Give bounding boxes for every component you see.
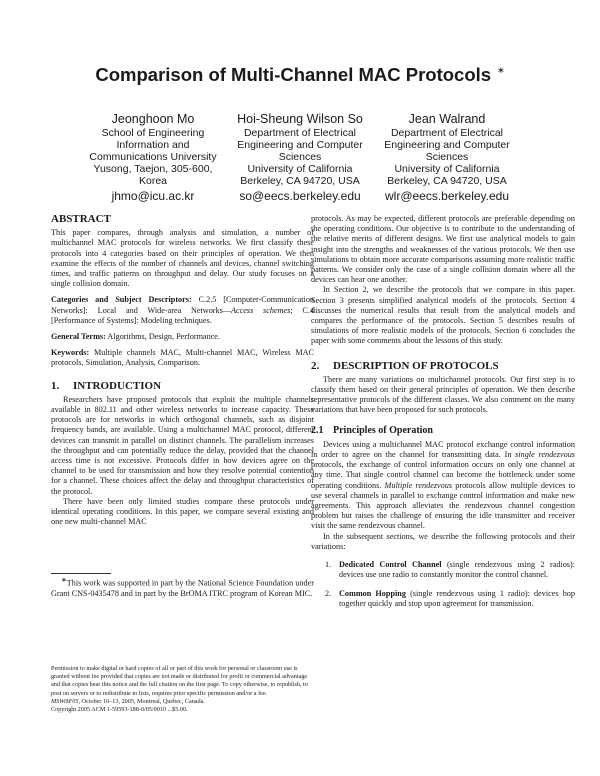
subsection-number: 2.1 xyxy=(311,424,324,436)
author-affiliation-line: Sciences xyxy=(278,151,322,163)
author-affiliation-line: Department of Electrical xyxy=(390,127,504,139)
categories-text-3: ; C.4 [Performance of Systems]: Modeling techniques. xyxy=(51,305,314,325)
left-column xyxy=(51,214,314,527)
author-affiliation-line: Department of Electrical xyxy=(243,127,357,139)
general-terms-text: Algorithms, Design, Performance. xyxy=(107,332,220,342)
categories-paragraph xyxy=(51,295,314,326)
categories-text-2: Access schemes xyxy=(231,305,291,315)
section-title: INTRODUCTION xyxy=(73,379,162,392)
author-block-2 xyxy=(225,112,375,202)
author-name: Jeonghoon Mo xyxy=(111,112,195,126)
author-name: Jean Walrand xyxy=(408,112,486,126)
section-heading-introduction xyxy=(51,381,314,391)
author-affiliation-line: University of California xyxy=(394,163,500,175)
permission-text: Permission to make digital or hard copies of all or part of this work for personal or classroom use is granted without fee provided that copies are not made or distributed for profit or commercial advantage and that copies bear this notice and the full citation on the first page. To copy otherwise, to republish, to post on servers or to redistribute to lists, requires prior specific permission and/or a fee. xyxy=(51,665,308,697)
author-affiliation-line: Information and xyxy=(116,139,190,151)
author-affiliation-line: Berkeley, CA 94720, USA xyxy=(387,175,507,187)
author-block-1 xyxy=(78,112,228,202)
categories-text-1: C.2.5 [Computer-Communication Networks]: Local and Wide-area Networks— xyxy=(51,295,315,315)
list-index: 1. xyxy=(325,560,332,570)
subsection-title: Principles of Operation xyxy=(333,424,433,436)
categories-label: Categories and Subject Descriptors: xyxy=(51,295,192,305)
principles-paragraph-1: Devices using a multichannel MAC protocol exchange control information in order to agree on the channel for transmitting data. In single rendezvous protocols, the exchange of control information occurs on only one channel at any time. That single control channel can become the bottleneck under some operating conditions. Multiple rendezvous protocols allow multiple devices to use several channels in parallel to exchange control information and make new agreements. This approach alleviates the rendezvous channel congestion problem but raises the challenge of ensuring the idle transmitter and receiver visit the same rendezvous channel. xyxy=(311,439,575,531)
title-footnote-mark: ∗ xyxy=(497,65,505,75)
list-index: 2. xyxy=(325,588,332,598)
protocol-description: (single rendezvous using 2 radios): devices use one radio to constantly monitor the control channel. xyxy=(339,560,575,580)
subsection-heading-principles xyxy=(311,426,575,436)
author-name: Hoi-Sheung Wilson So xyxy=(237,112,363,126)
author-affiliation-line: Berkeley, CA 94720, USA xyxy=(240,175,360,187)
intro-paragraph-2: There have been only limited studies compare these protocols under identical operating conditions. In this paper, we compare several existing and one new multi-channel MAC xyxy=(51,496,314,527)
list-item xyxy=(311,589,575,609)
venue-line xyxy=(51,698,314,706)
intro-paragraph-3: protocols. As may be expected, different protocols are preferable depending on the operating conditions. Our objective is to contribute to the understanding of the relative merits of different designs. We first use analytical models to gain insight into the strengths and weaknesses of the various protocols. We then use simulations to obtain more accurate comparisons assuming more realistic traffic patterns. We consider only the case of a single collision domain where all the devices can hear one another. xyxy=(311,214,575,285)
copyright-line: Copyright 2005 ACM 1-59593-188-0/05/0010 ...$5.00. xyxy=(51,706,188,714)
author-affiliation-line: Sciences xyxy=(425,151,469,163)
footnote-mark: ∗ xyxy=(61,577,67,584)
author-email[interactable]: jhmo@icu.ac.kr xyxy=(111,189,195,203)
protocol-variations-list xyxy=(311,560,575,609)
author-email[interactable]: so@eecs.berkeley.edu xyxy=(239,189,361,203)
copyright-notice xyxy=(51,665,314,714)
author-affiliation-line: Korea xyxy=(138,175,168,187)
paper-title: Comparison of Multi-Channel MAC Protocols ∗ xyxy=(95,64,505,85)
keywords-paragraph xyxy=(51,348,314,368)
abstract-text: This paper compares, through analysis and simulation, a number of multichannel MAC protocols for wireless networks. We first classify these protocols into 4 categories based on their principles of operation. We then examine the effects of the number of channels and devices, channel switching times, and traffic patterns on throughput and delay. Our study focuses on a single collision domain. xyxy=(51,228,314,289)
intro-paragraph-4: In Section 2, we describe the protocols that we compare in this paper. Section 3 presents simplified analytical models of the protocols. Section 4 discusses the numerical results that result from the analytical models and compares the performance of the protocols. Section 5 describes results of simulations of more realistic models of the protocols. Section 6 concludes the paper with some comments about the lessons of this study. xyxy=(311,285,575,346)
venue-abbr: MSWiM'05, xyxy=(51,697,80,705)
footnote xyxy=(51,576,314,599)
list-item xyxy=(311,560,575,580)
protocol-description: (single rendezvous using 1 radio): devices hop together quickly and stop upon agreement for transmission. xyxy=(339,588,575,608)
section-heading-description xyxy=(311,361,575,371)
footnote-divider xyxy=(51,573,111,574)
keywords-text: Multiple channels MAC, Multi-channel MAC, Wireless MAC protocols, Simulation, Analysis, Comparison. xyxy=(51,348,314,368)
author-email[interactable]: wlr@eecs.berkeley.edu xyxy=(384,189,509,203)
title-block xyxy=(0,64,600,86)
author-affiliation-line: Engineering and Computer xyxy=(384,139,510,151)
protocol-name: Common Hopping xyxy=(339,588,406,598)
protocol-name: Dedicated Control Channel xyxy=(339,560,442,570)
intro-paragraph-1: Researchers have proposed protocols that exploit the multiple channels available in 802.11 and other wireless networks to increase capacity. These protocols are for networks in which orthogonal channels, such as disjoint frequency bands, are available. Using a multichannel MAC protocol, different devices can transmit in parallel on distinct channels. The parallelism increases the throughput and can potentially reduce the delay, provided that the channel access time is not excessive. Protocols differ in how devices agree on the channel to be used for transmission and how they resolve potential contention for a channel. These choices affect the delay and throughput characteristics of the protocol. xyxy=(51,394,314,496)
author-affiliation-line: University of California xyxy=(247,163,353,175)
general-terms-label: General Terms: xyxy=(51,332,106,342)
principles-paragraph-2: In the subsequent sections, we describe the following protocols and their variations: xyxy=(311,531,575,551)
section-number: 2. xyxy=(311,359,320,372)
venue-rest: October 10–13, 2005, Montreal, Quebec, Canada. xyxy=(81,697,205,705)
author-affiliation-line: Communications University xyxy=(89,151,217,163)
author-affiliation-line: Engineering and Computer xyxy=(237,139,363,151)
general-terms-paragraph xyxy=(51,332,314,342)
footnote-text: This work was supported in part by the National Science Foundation under Grant CNS-0435478 and in part by the BrOMA ITRC program of Korean MIC. xyxy=(51,578,314,598)
section-number: 1. xyxy=(51,379,60,392)
section-title: DESCRIPTION OF PROTOCOLS xyxy=(333,359,499,372)
author-affiliation-line: School of Engineering xyxy=(101,127,205,139)
section2-paragraph-1: There are many variations on multichannel protocols. Our first step is to classify them based on their general principles of operation. We then describe representative protocols of the different classes. We also comment on the many variations that have been proposed for such protocols. xyxy=(311,374,575,415)
author-block-3 xyxy=(372,112,522,202)
keywords-label: Keywords: xyxy=(51,348,90,358)
author-affiliation-line: Yusong, Taejon, 305-600, xyxy=(93,163,213,175)
abstract-heading: ABSTRACT xyxy=(51,213,111,225)
right-column xyxy=(311,214,575,609)
